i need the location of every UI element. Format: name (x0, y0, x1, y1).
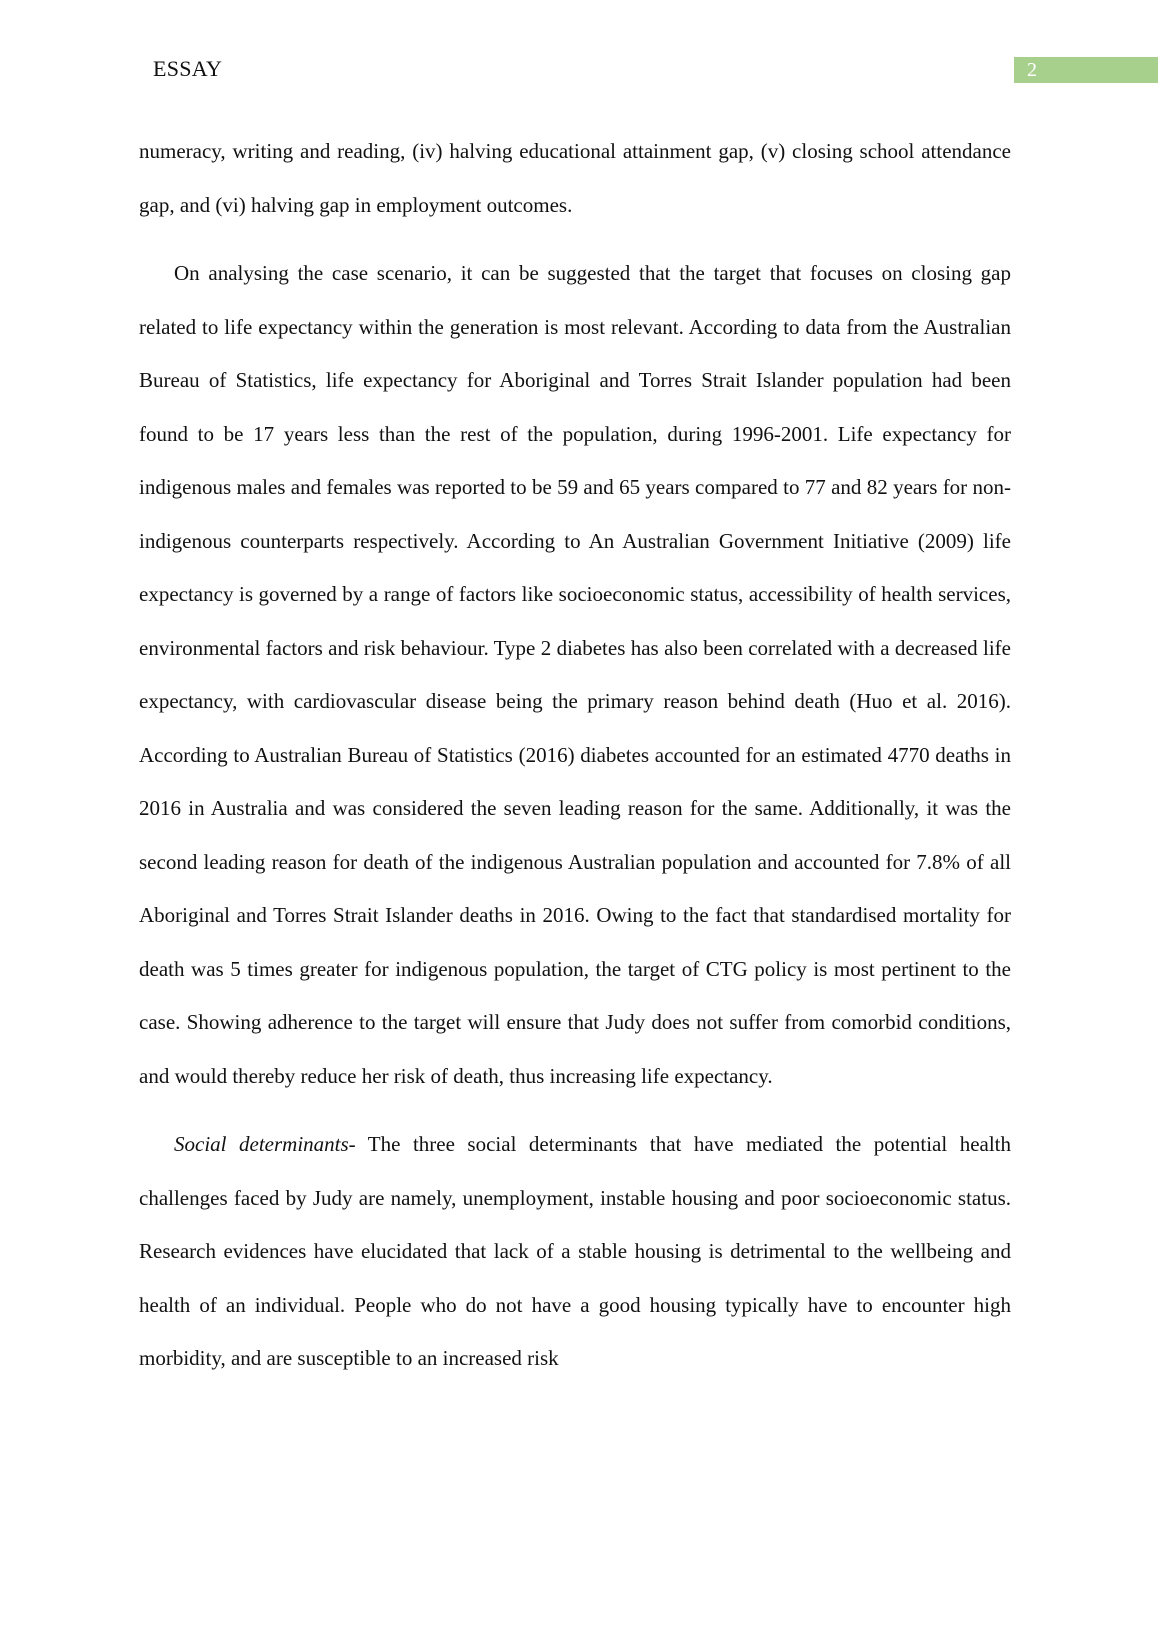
social-determinants-text: The three social determinants that have mediated the potential health challenges faced by Judy are namely, unemployment, instable housing and poor socioeconomic status. Research evidences have elucidated that lack of a stable housing is detrimental to the wellbeing and health of an individual. People who do not have a good housing typically have to encounter high morbidity, and are susceptible to an increased risk (139, 1132, 1011, 1370)
essay-body (139, 125, 1011, 1386)
paragraph-continuation: numeracy, writing and reading, (iv) halving educational attainment gap, (v) closing school attendance gap, and (vi) halving gap in employment outcomes. (139, 139, 1011, 217)
header-title: ESSAY (153, 56, 223, 81)
paragraph-life-expectancy: On analysing the case scenario, it can be suggested that the target that focuses on closing gap related to life expectancy within the generation is most relevant. According to data from the Australian Bureau of Statistics, life expectancy for Aboriginal and Torres Strait Islander population had been found to be 17 years less than the rest of the population, during 1996-2001. Life expectancy for indigenous males and females was reported to be 59 and 65 years compared to 77 and 82 years for non-indigenous counterparts respectively. According to An Australian Government Initiative (2009) life expectancy is governed by a range of factors like socioeconomic status, accessibility of health services, environmental factors and risk behaviour. Type 2 diabetes has also been correlated with a decreased life expectancy, with cardiovascular disease being the primary reason behind death (Huo et al. 2016). According to Australian Bureau of Statistics (2016) diabetes accounted for an estimated 4770 deaths in 2016 in Australia and was considered the seven leading reason for the same. Additionally, it was the second leading reason for death of the indigenous Australian population and accounted for 7.8% of all Aboriginal and Torres Strait Islander deaths in 2016. Owing to the fact that standardised mortality for death was 5 times greater for indigenous population, the target of CTG policy is most pertinent to the case. Showing adherence to the target will ensure that Judy does not suffer from comorbid conditions, and would thereby reduce her risk of death, thus increasing life expectancy. (139, 261, 1011, 1088)
social-determinants-heading: Social determinants- (174, 1132, 356, 1156)
paragraph-social-determinants (139, 1118, 1011, 1386)
page-number: 2 (1027, 59, 1037, 81)
page-number-bar (1014, 57, 1158, 83)
